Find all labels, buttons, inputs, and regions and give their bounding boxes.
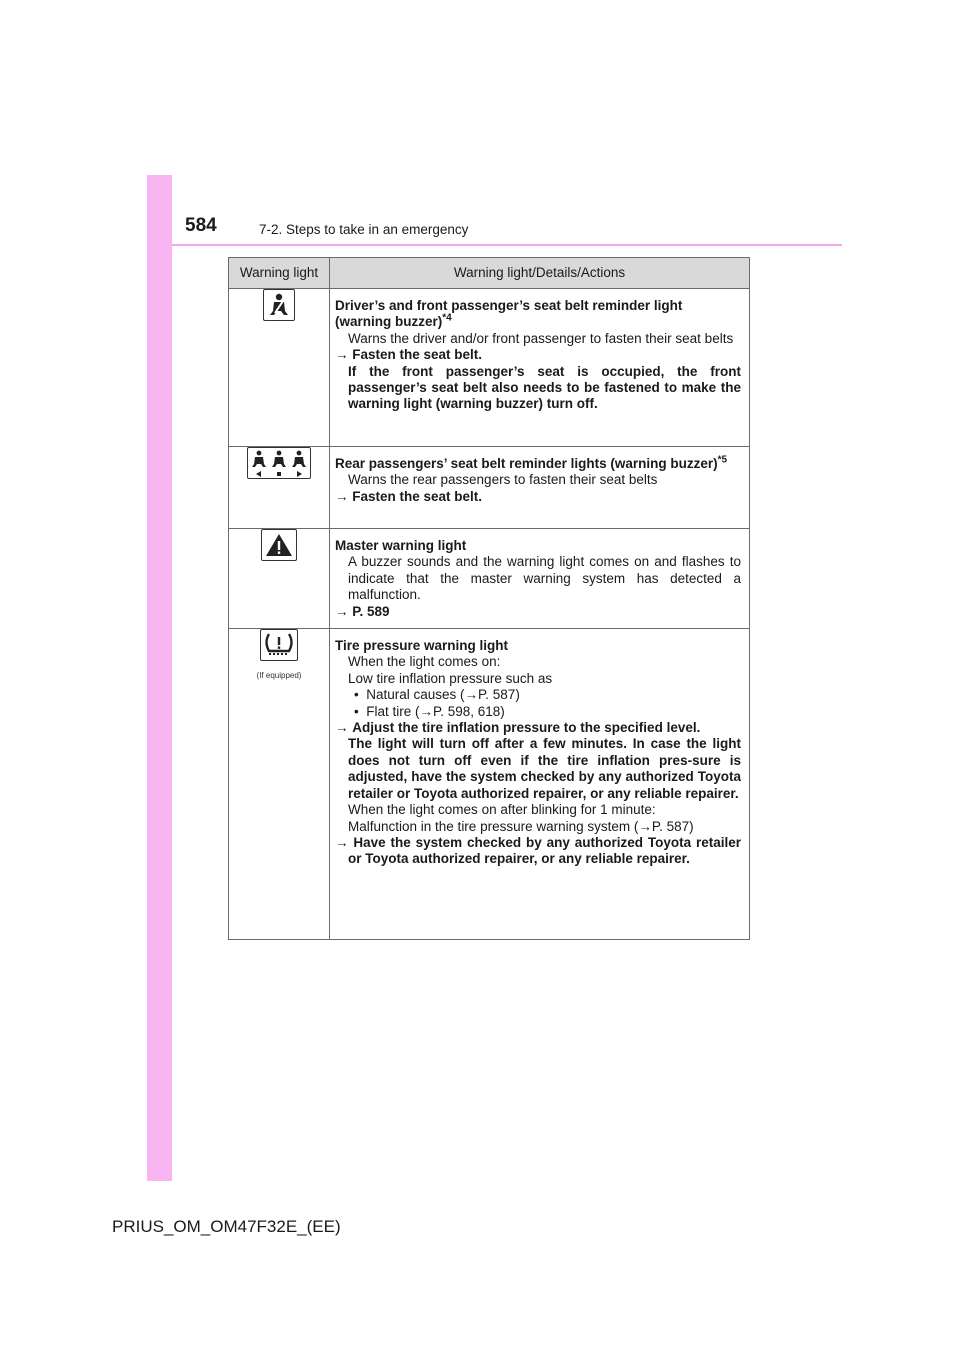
- table-row: [229, 529, 750, 629]
- detail-line: Warns the driver and/or front passenger to fasten their seat belts: [348, 330, 734, 346]
- master-warning-icon: [261, 529, 297, 561]
- action-line: → Fasten the seat belt.: [335, 347, 483, 363]
- detail-line: Low tire inflation pressure such as: [348, 670, 553, 686]
- details-cell: [330, 447, 750, 529]
- icon-cell: [229, 629, 330, 940]
- details-cell: [330, 629, 750, 940]
- row-title: Master warning light: [335, 538, 467, 553]
- section-title: 7-2. Steps to take in an emergency: [259, 222, 469, 237]
- seat-belt-reminder-icon: [263, 289, 295, 321]
- action-line: → Fasten the seat belt.: [335, 488, 483, 504]
- detail-line: When the light comes on after blinking for 1 minute:: [348, 802, 656, 818]
- icon-cell: [229, 529, 330, 629]
- column-header-details: Warning light/Details/Actions: [330, 258, 750, 289]
- row-title: Tire pressure warning light: [335, 638, 509, 654]
- row-title: Rear passengers’ seat belt reminder lights (warning buzzer)$^{*5}$: [335, 454, 728, 471]
- detail-line: A buzzer sounds and the warning light comes on and flashes to indicate that the master warning system has detected a malfunction.: [348, 554, 741, 603]
- warning-light-table: [228, 257, 750, 940]
- rear-seat-belt-reminder-icon: [247, 447, 311, 479]
- table-row: [229, 447, 750, 529]
- action-note: The light will turn off after a few minutes. In case the light does not turn off even if the tire inflation pres-sure is adjusted, have the system checked by any authorized Toyota retailer or Toyota authorized repairer, or any reliable repairer.: [348, 736, 741, 801]
- tire-pressure-warning-icon: [260, 629, 298, 661]
- detail-line: Malfunction in the tire pressure warning system (→P. 587): [348, 818, 694, 834]
- page-reference: → P. 589: [335, 603, 390, 619]
- footnote-marker: *4: [442, 312, 452, 324]
- action-line: → Have the system checked by any authorized Toyota retailer or Toyota authorized repairer, or any reliable repairer.: [335, 834, 741, 867]
- details-cell: [330, 289, 750, 447]
- column-header-warning-light: Warning light: [229, 258, 330, 289]
- table-header-row: [229, 258, 750, 289]
- icon-cell: [229, 447, 330, 529]
- list-item: • Flat tire (→P. 598, 618): [354, 703, 505, 719]
- page-number: 584: [185, 215, 217, 236]
- if-equipped-note: (If equipped): [256, 671, 302, 681]
- header-rule: [172, 244, 842, 246]
- row-title: Driver’s and front passenger’s seat belt reminder light (warning buzzer)$^{*4}$: [335, 298, 683, 330]
- action-line: → Adjust the tire inflation pressure to the specified level.: [335, 720, 701, 736]
- details-cell: [330, 529, 750, 629]
- chapter-sidebar-tab: [147, 175, 172, 1181]
- table-row: [229, 289, 750, 447]
- list-item: • Natural causes (→P. 587): [354, 687, 520, 703]
- detail-line: When the light comes on:: [348, 654, 501, 670]
- document-code: PRIUS_OM_OM47F32E_(EE): [112, 1217, 341, 1236]
- action-note: If the front passenger’s seat is occupied, the front passenger’s seat belt also needs to be fastened to make the warning light (warning buzzer) turn off.: [348, 363, 741, 412]
- table-row: [229, 629, 750, 940]
- icon-cell: [229, 289, 330, 447]
- detail-line: Warns the rear passengers to fasten their seat belts: [348, 472, 658, 488]
- footnote-marker: *5: [717, 454, 728, 466]
